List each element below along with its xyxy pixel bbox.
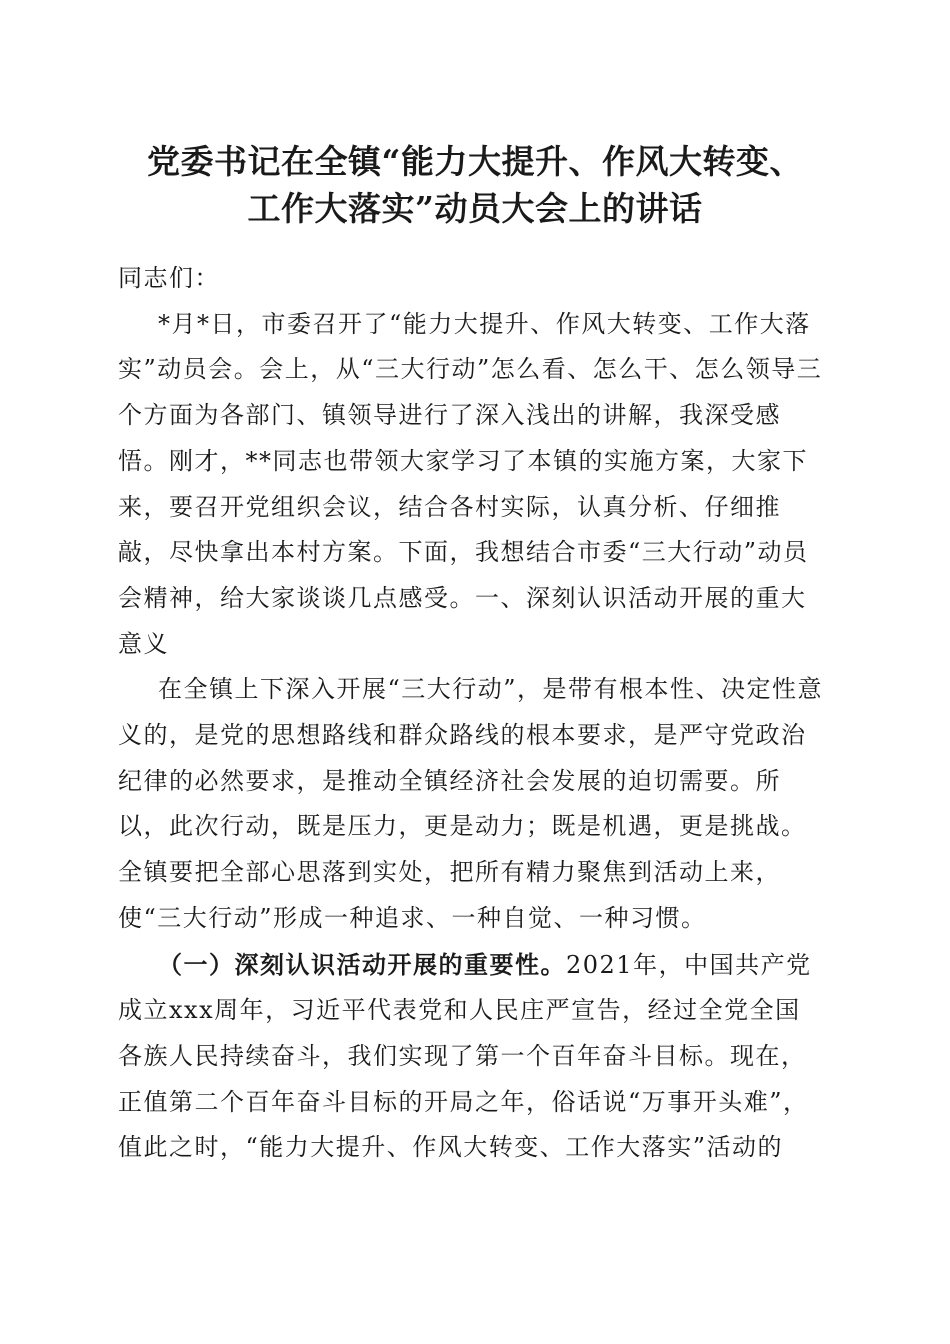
document-body <box>118 256 826 1171</box>
paragraph-3 <box>118 942 826 1172</box>
title-line-2: 工作大落实”动员大会上的讲话 <box>247 189 703 228</box>
paragraph-2: 在全镇上下深入开展“三大行动”，是带有根本性、决定性意义的，是党的思想路线和群众路线的根本要求，是严守党政治纪律的必然要求，是推动全镇经济社会发展的迫切需要。所以，此次行动，既是压力，更是动力；既是机遇，更是挑战。全镇要把全部心思落到实处，把所有精力聚焦到活动上来，使“三大行动”形成一种追求、一种自觉、一种习惯。 <box>118 675 824 932</box>
document-title <box>100 138 850 232</box>
paragraph-3-heading: （一）深刻认识活动开展的重要性。 <box>158 949 566 979</box>
title-line-1: 党委书记在全镇“能力大提升、作风大转变、 <box>147 142 803 181</box>
paragraph-3-text: 2021年，中国共产党成立xxx周年，习近平代表党和人民庄严宣告，经过全党全国各族人民持续奋斗，我们实现了第一个百年奋斗目标。现在，正值第二个百年奋斗目标的开局之年，俗话说“万事开头难”，值此之时，“能力大提升、作风大转变、工作大落实”活动的 <box>118 950 812 1162</box>
paragraph-1: *月*日，市委召开了“能力大提升、作风大转变、工作大落实”动员会。会上，从“三大行动”怎么看、怎么干、怎么领导三个方面为各部门、镇领导进行了深入浅出的讲解，我深受感悟。刚才，**同志也带领大家学习了本镇的实施方案，大家下来，要召开党组织会议，结合各村实际，认真分析、仔细推敲，尽快拿出本村方案。下面，我想结合市委“三大行动”动员会精神，给大家谈谈几点感受。一、深刻认识活动开展的重大意义 <box>118 309 823 658</box>
salutation: 同志们： <box>118 264 220 292</box>
